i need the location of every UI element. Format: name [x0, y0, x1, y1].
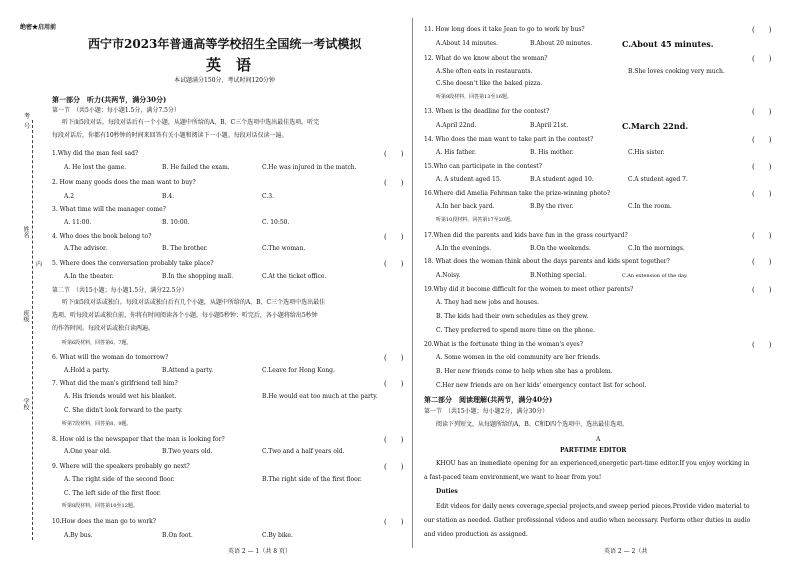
option-c: C.Her new friends are on her kids' emergency contact list for school. — [436, 382, 647, 389]
option-a: A.Noisy. — [436, 272, 461, 279]
option-b: B.Nothing special. — [530, 272, 587, 279]
option-a: A. He lost the game. — [64, 164, 127, 171]
option-c: C. The left side of the first floor. — [64, 490, 161, 497]
option-b: B.She loves cooking very much. — [628, 68, 725, 75]
answer-blank: ( ) — [752, 232, 772, 240]
option-c: C. They preferred to spend more time on the phone. — [436, 327, 595, 334]
option-b: B. He failed the exam. — [162, 164, 230, 171]
option-b: B.He would eat too much at the party. — [262, 393, 378, 400]
option-b: B.A student aged 10. — [530, 176, 594, 183]
question-stem: 6. What will the woman do tomorrow? — [52, 354, 169, 361]
listening-note: 听第9段材料，回答第13至16题。 — [436, 94, 512, 100]
option-a: A.In her back yard. — [436, 203, 495, 210]
margin-class: 班级 — [22, 310, 29, 322]
question-stem: 19.Why did it become difficult for the women to meet other parents? — [424, 286, 634, 293]
answer-blank: ( ) — [752, 55, 772, 63]
option-c: C.In the room. — [628, 203, 672, 210]
question-stem: 14. Who does the man want to take part in the contest? — [424, 136, 594, 143]
option-a: A.About 14 minutes. — [436, 40, 499, 47]
passage-letter: A — [596, 436, 601, 443]
option-a: A. Some women in the old community are her friends. — [436, 354, 601, 361]
option-a: A. A student aged 15. — [436, 176, 502, 183]
passage-line: our station as needed. Gather professional videos and audio when necessary. Perform other duties in audio — [424, 517, 751, 524]
exam-title: 西宁市2023年普通高等学校招生全国统一考试模拟 — [88, 37, 362, 51]
question-stem: 2. How many goods does the man want to buy? — [52, 179, 196, 186]
option-c: C.3. — [262, 193, 275, 200]
answer-blank: ( ) — [384, 354, 404, 362]
answer-blank: ( ) — [752, 190, 772, 198]
part1-heading: 第一部分 听力(共两节，满分30分) — [52, 95, 167, 104]
answer-blank: ( ) — [384, 260, 404, 268]
question-stem: 13. When is the deadline for the contest? — [424, 108, 550, 115]
question-stem: 4. Who does the book belong to? — [52, 233, 152, 240]
answer-blank: ( ) — [752, 341, 772, 349]
answer-blank: ( ) — [384, 380, 404, 388]
option-b: B. His mother. — [530, 149, 574, 156]
binding-line — [32, 120, 33, 540]
question-stem: 10.How does the man go to work? — [52, 518, 156, 525]
option-a: A.By bus. — [64, 532, 93, 539]
part1-sec2-inst3: 的作答时间。每段对话或独白读两遍。 — [52, 325, 155, 332]
margin-school: 学校 — [22, 398, 29, 410]
question-stem: 7. What did the man's girlfriend tell him? — [52, 380, 178, 387]
option-c: C.About 45 minutes. — [622, 39, 714, 49]
listening-note: 听第7段材料，回答第8、9题。 — [62, 421, 132, 427]
option-c: C.The woman. — [262, 245, 306, 252]
answer-blank: ( ) — [752, 108, 772, 116]
answer-blank: ( ) — [384, 150, 404, 158]
footer-left: 英语 2 — 1（共 8 页） — [228, 548, 291, 555]
option-c: C.She doesn't like the baked pizza. — [436, 80, 543, 87]
answer-blank: ( ) — [752, 286, 772, 294]
option-b: B.On the weekends. — [530, 245, 591, 252]
option-c: C. She didn't look forward to the party. — [64, 407, 183, 414]
question-stem: 1.Why did the man feel sad? — [52, 150, 139, 157]
answer-blank: ( ) — [752, 136, 772, 144]
option-c: C.His sister. — [628, 149, 665, 156]
option-a: A. 11:00. — [64, 219, 92, 226]
question-stem: 15.Who can participate in the contest? — [424, 163, 542, 170]
answer-blank: ( ) — [752, 258, 772, 266]
option-c: C.A student aged 7. — [628, 176, 688, 183]
margin-kao: 考 — [24, 113, 31, 120]
question-stem: 11. How long does it take Jean to go to work by bus? — [424, 26, 585, 33]
part1-sec1: 第一节 （共5小题；每小题1.5分，满分7.5分） — [52, 107, 180, 114]
option-a: A.The advisor. — [64, 245, 108, 252]
option-b: B. Her new friends come to help when she has a problem. — [436, 368, 613, 375]
option-b: B.About 20 minutes. — [530, 40, 593, 47]
option-a: A. They had new jobs and houses. — [436, 299, 539, 306]
question-stem: 16.Where did Amelia Fehrman take the prize-winning photo? — [424, 190, 611, 197]
option-a: A. His father. — [436, 149, 477, 156]
question-stem: 5. Where does the conversation probably take place? — [52, 260, 214, 267]
option-b: B.April 21st. — [530, 122, 569, 129]
option-a: A.Hold a party. — [64, 367, 110, 374]
option-b: B.By the river. — [530, 203, 574, 210]
question-stem: 8. How old is the newspaper that the man is looking for? — [52, 436, 225, 443]
option-b: B.On foot. — [162, 532, 193, 539]
option-b: B. 10:00. — [162, 219, 190, 226]
exam-info: 本试题满分150分，考试时间120分钟 — [174, 77, 275, 84]
option-a: A. The right side of the second floor. — [64, 476, 175, 483]
passage-line: a fast-paced team environment,we want to hear from you! — [424, 474, 602, 481]
option-a: A.April 22nd. — [436, 122, 477, 129]
answer-blank: ( ) — [384, 233, 404, 241]
margin-name: 姓名 — [22, 226, 29, 238]
listening-note: 听第10段材料，回答第17至20题。 — [436, 217, 516, 223]
answer-blank: ( ) — [384, 518, 404, 526]
part2-sec1: 第一节 （共15小题；每小题2分，满分30分） — [424, 408, 549, 415]
option-b: B. The brother. — [162, 245, 208, 252]
passage-line: KHOU has an immediate opening for an experienced,energetic part-time editor.If you enjoy working in — [436, 460, 750, 467]
option-c: C.An extension of the day. — [622, 273, 688, 279]
question-stem: 17.When did the parents and kids have fun in the grass courtyard? — [424, 232, 628, 239]
answer-blank: ( ) — [752, 163, 772, 171]
part2-heading: 第二部分 阅读理解(共两节，满分40分) — [424, 395, 553, 404]
question-stem: 20.What is the fortunate thing in the woman's eyes? — [424, 341, 583, 348]
part1-sec2: 第二节 （共15小题；每小题1.5分，满分22.5分） — [52, 287, 188, 294]
answer-blank: ( ) — [384, 179, 404, 187]
option-b: B.The right side of the first floor. — [262, 476, 362, 483]
option-c: C.He was injured in the match. — [262, 164, 357, 171]
option-b: B.Two years old. — [162, 448, 213, 455]
footer-right: 英语 2 — 2（共 — [604, 548, 648, 555]
option-a: A. His friends would wet his blanket. — [64, 393, 177, 400]
passage-duties: Duties — [436, 488, 458, 495]
option-c: C.In the mornings. — [628, 245, 685, 252]
option-c: C.At the ticket office. — [262, 273, 327, 280]
option-c: C.Two and a half years old. — [262, 448, 345, 455]
option-a: A.2 — [64, 193, 75, 200]
option-a: A.One year old. — [64, 448, 112, 455]
part1-sec1-inst2: 每段对话后，你都有10秒钟的时间来回答有关小题和阅读下一小题。每段对话仅读一遍。 — [52, 132, 288, 139]
option-b: B.Attend a party. — [162, 367, 214, 374]
option-a: A.She often eats in restaurants. — [436, 68, 533, 75]
passage-line: Edit videos for daily news coverage,special projects,and sweep period pieces.Provide video material to — [436, 503, 750, 510]
option-b: B.In the shopping mall. — [162, 273, 233, 280]
answer-blank: ( ) — [752, 26, 772, 34]
option-c: C. 10:50. — [262, 219, 290, 226]
margin-hao: 号 — [24, 123, 31, 130]
listening-note: 听第8段材料，回答第10至12题。 — [62, 503, 138, 509]
part1-sec2-inst2: 选项。听每段对话或独白前，你将有时间阅读各个小题，每小题5秒钟；听完后，各小题将给出5秒钟 — [52, 312, 318, 319]
margin-nei: 内 — [36, 261, 43, 268]
secret-label: 绝密★启用前 — [20, 24, 57, 31]
subject-title: 英 语 — [206, 56, 252, 74]
question-stem: 3. What time will the manager come? — [52, 206, 166, 213]
question-stem: 12. What do we know about the woman? — [424, 55, 548, 62]
option-b: B. The kids had their own schedules as they grew. — [436, 313, 589, 320]
option-c: C.March 22nd. — [622, 121, 689, 131]
passage-line: and video production as assigned. — [424, 531, 528, 538]
part2-inst: 阅读下列短文，从每题所给的A、B、C和D四个选项中，选出最佳选项。 — [436, 421, 629, 428]
option-a: A.In the evenings. — [436, 245, 492, 252]
part1-sec2-inst1: 听下面5段对话或独白。每段对话或独白后有几个小题，从题中所给的A、B、C三个选项中选出最佳 — [62, 299, 326, 306]
option-a: A.In the theater. — [64, 273, 114, 280]
answer-blank: ( ) — [384, 436, 404, 444]
option-c: C.By bike. — [262, 532, 293, 539]
question-stem: 9. Where will the speakers probably go next? — [52, 463, 190, 470]
option-b: B.4. — [162, 193, 175, 200]
option-c: C.Leave for Hong Kong. — [262, 367, 335, 374]
passage-title: PART-TIME EDITOR — [560, 447, 627, 454]
question-stem: 18. What does the woman think about the days parents and kids spent together? — [424, 258, 670, 265]
listening-note: 听第6段材料，回答第6、7题。 — [62, 340, 132, 346]
part1-sec1-inst1: 听下面5段对话。每段对话后有一个小题，从题中所给的A、B、C三个选项中选出最佳选项。听完 — [62, 119, 320, 126]
answer-blank: ( ) — [384, 463, 404, 471]
column-divider — [412, 18, 413, 548]
